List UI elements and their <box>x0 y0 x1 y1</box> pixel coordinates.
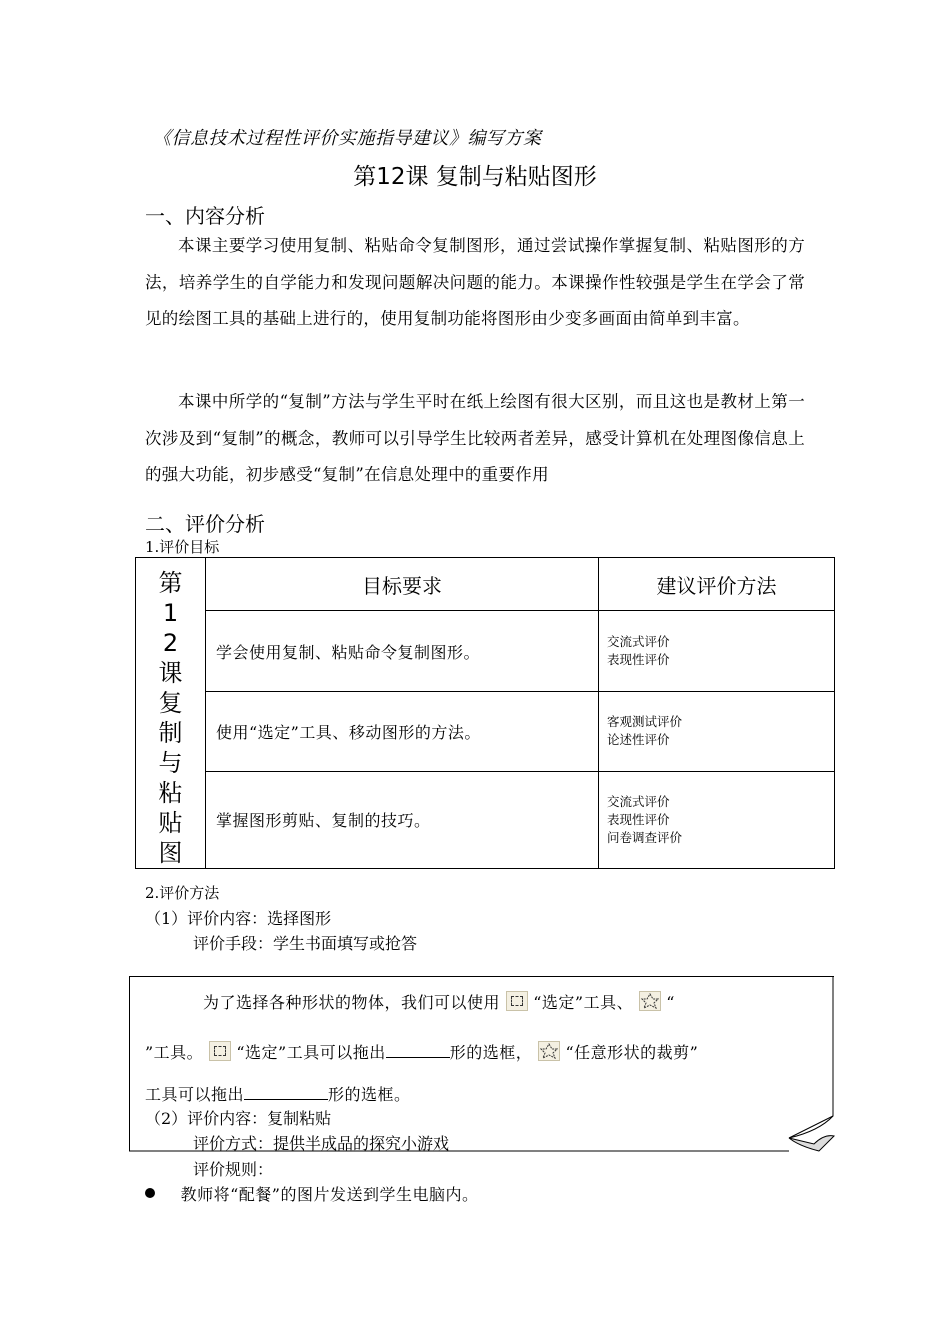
goal-cell: 使用“选定”工具、移动图形的方法。 <box>206 692 599 772</box>
method-cell <box>599 692 835 772</box>
content-paragraph-2: 本课中所学的“复制”方法与学生平时在纸上绘图有很大区别，而且这也是教材上第一次涉及到“复制”的概念，教师可以引导学生比较两者差异，感受计算机在处理图像信息上的强大功能，初步感受“复制”在信息处理中的重要作用 <box>145 392 805 484</box>
quiz-text: 形的选框。 <box>328 1085 411 1104</box>
goal-cell: 掌握图形剪贴、复制的技巧。 <box>206 771 599 868</box>
answer-blank[interactable] <box>244 1083 328 1100</box>
table-row <box>136 692 835 772</box>
free-select-icon <box>538 1041 560 1061</box>
bullet-text: 教师将“配餐”的图片发送到学生电脑内。 <box>180 1185 479 1204</box>
method-cell <box>599 771 835 868</box>
bullet-item <box>145 1182 478 1205</box>
bullet-icon <box>145 1188 155 1198</box>
quiz-text: “选定”工具、 <box>533 993 634 1012</box>
rect-select-icon <box>209 1041 231 1061</box>
quiz-line-2 <box>145 1040 698 1063</box>
method-item: 交流式评价 <box>607 793 670 809</box>
item2-content: （2）评价内容：复制粘贴 <box>145 1109 332 1128</box>
section-heading-content: 一、内容分析 <box>145 204 265 228</box>
table-row <box>136 611 835 692</box>
quiz-text: “任意形状的裁剪” <box>565 1043 699 1062</box>
method-item: 表现性评价 <box>607 652 670 668</box>
method-item: 交流式评价 <box>607 634 670 650</box>
lesson-label-cell <box>136 558 206 869</box>
header-method: 建议评价方法 <box>599 558 835 611</box>
item2-rule: 评价规则： <box>193 1160 274 1179</box>
rect-select-icon <box>506 991 528 1011</box>
free-select-icon <box>639 991 661 1011</box>
evaluation-table <box>135 557 835 869</box>
subheading-methods: 2.评价方法 <box>145 884 220 902</box>
method-cell <box>599 611 835 692</box>
method-item: 问卷调查评价 <box>607 829 683 845</box>
content-paragraph-1: 本课主要学习使用复制、粘贴命令复制图形，通过尝试操作掌握复制、粘贴图形的方法，培养学生的自学能力和发现问题解决问题的能力。本课操作性较强是学生在学会了常见的绘图工具的基础上进行的，使用复制功能将图形由少变多画面由简单到丰富。 <box>145 236 805 328</box>
quiz-text: “ <box>666 993 675 1012</box>
lesson-label: 第12课 复制与粘贴图 <box>158 569 183 867</box>
series-title: 《信息技术过程性评价实施指导建议》编写方案 <box>153 128 542 149</box>
header-goal: 目标要求 <box>206 558 599 611</box>
quiz-text: 工具可以拖出 <box>145 1085 245 1104</box>
goal-cell: 学会使用复制、粘贴命令复制图形。 <box>206 611 599 692</box>
item1-means: 评价手段：学生书面填写或抢答 <box>193 934 418 953</box>
quiz-text: ”工具。 <box>145 1043 204 1062</box>
item2-way: 评价方式：提供半成品的探究小游戏 <box>193 1134 450 1153</box>
table-row <box>136 771 835 868</box>
section-heading-evaluation: 二、评价分析 <box>145 512 265 536</box>
quiz-line-1 <box>203 990 675 1013</box>
quiz-line-3 <box>145 1082 411 1105</box>
quiz-text: “选定”工具可以拖出 <box>236 1043 386 1062</box>
method-item: 论述性评价 <box>607 732 670 748</box>
method-item: 客观测试评价 <box>607 714 683 730</box>
subheading-goals: 1.评价目标 <box>145 538 220 556</box>
method-item: 表现性评价 <box>607 811 670 827</box>
quiz-text: 为了选择各种形状的物体，我们可以使用 <box>203 993 501 1012</box>
lesson-title: 第12课 复制与粘贴图形 <box>353 164 597 190</box>
answer-blank[interactable] <box>386 1041 450 1058</box>
quiz-text: 形的选框， <box>449 1043 533 1062</box>
item1-content: （1）评价内容：选择图形 <box>145 909 332 928</box>
